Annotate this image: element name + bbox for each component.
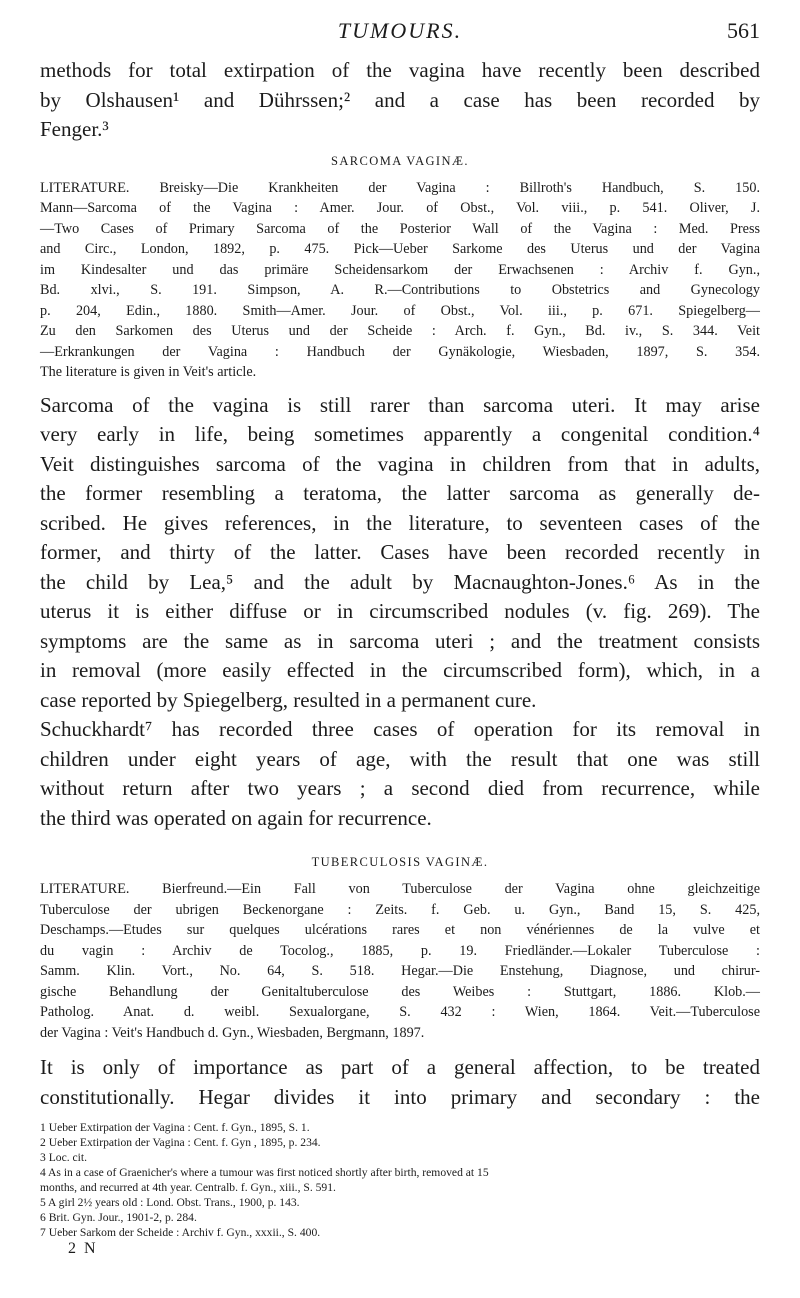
running-head bbox=[0, 18, 800, 52]
footnote: 5 A girl 2½ years old : Lond. Obst. Trans., 1900, p. 143. bbox=[40, 1196, 300, 1209]
literature-line: —Two Cases of Primary Sarcoma of the Posterior Wall of the Vagina : Med. Press bbox=[40, 220, 760, 237]
text-line: It is only of importance as part of a general affection, to be treated bbox=[40, 1055, 760, 1079]
signature-mark: 2 N bbox=[68, 1240, 98, 1257]
text-line: symptoms are the same as in sarcoma uteri ; and the treatment consists bbox=[40, 628, 760, 653]
text-line: the former resembling a teratoma, the latter sarcoma as generally de- bbox=[40, 481, 760, 505]
text-line: scribed. He gives references, in the literature, to seventeen cases of the bbox=[40, 510, 760, 535]
section-heading-tuberculosis: TUBERCULOSIS VAGINÆ. bbox=[311, 855, 489, 869]
text-line: the child by Lea,⁵ and the adult by Macnaughton-Jones.⁶ As in the bbox=[40, 569, 760, 594]
text-line: very early in life, being sometimes apparently a congenital condition.⁴ bbox=[40, 422, 760, 446]
footnotes bbox=[40, 1120, 760, 1240]
text-line: in removal (more easily effected in the circumscribed form), which, in a bbox=[40, 658, 760, 682]
intro-paragraph bbox=[40, 56, 760, 145]
footnote: 2 Ueber Extirpation der Vagina : Cent. f. Gyn , 1895, p. 234. bbox=[40, 1136, 321, 1149]
text-line: uterus it is either diffuse or in circumscribed nodules (v. fig. 269). The bbox=[40, 599, 760, 623]
text-line: Schuckhardt⁷ has recorded three cases of operation for its removal in bbox=[40, 717, 760, 741]
text-line: methods for total extirpation of the vagina have recently been described bbox=[40, 58, 760, 82]
literature-line: LITERATURE. Bierfreund.—Ein Fall von Tuberculose der Vagina ohne gleichzeitige bbox=[40, 881, 760, 897]
section-heading-sarcoma: SARCOMA VAGINÆ. bbox=[331, 153, 469, 168]
page-content bbox=[40, 56, 760, 1258]
tuberculosis-body bbox=[40, 1053, 760, 1112]
literature-line: du vagin : Archiv de Tocolog., 1885, p. 19. Friedländer.—Lokaler Tuberculose : bbox=[40, 942, 760, 959]
text-line: children under eight years of age, with the result that one was still bbox=[40, 746, 760, 771]
text-line: the third was operated on again for recurrence. bbox=[40, 805, 432, 830]
sarcoma-body bbox=[40, 391, 760, 834]
literature-line: im Kindesalter und das primäre Scheidensarkom der Erwachsenen : Archiv f. Gyn., bbox=[40, 261, 760, 278]
literature-line: Bd. xlvi., S. 191. Simpson, A. R.—Contributions to Obstetrics and Gynecology bbox=[40, 282, 760, 298]
literature-line: The literature is given in Veit's article. bbox=[40, 364, 257, 380]
text-line: case reported by Spiegelberg, resulted in a permanent cure. bbox=[40, 687, 537, 712]
literature-line: der Vagina : Veit's Handbuch d. Gyn., Wiesbaden, Bergmann, 1897. bbox=[40, 1024, 425, 1041]
text-line: constitutionally. Hegar divides it into primary and secondary : the bbox=[40, 1084, 760, 1109]
footnote: 3 Loc. cit. bbox=[40, 1151, 88, 1164]
literature-line: —Erkrankungen der Vagina : Handbuch der Gynäkologie, Wiesbaden, 1897, S. 354. bbox=[40, 343, 760, 360]
literature-line: and Circ., London, 1892, p. 475. Pick—Ueber Sarkome des Uterus und der Vagina bbox=[40, 241, 760, 257]
page-number: 561 bbox=[727, 18, 760, 43]
literature-line: LITERATURE. Breisky—Die Krankheiten der Vagina : Billroth's Handbuch, S. 150. bbox=[40, 179, 760, 196]
footnote: months, and recurred at 4th year. Centralb. f. Gyn., xiii., S. 591. bbox=[40, 1181, 336, 1194]
literature-line: Patholog. Anat. d. weibl. Sexualorgane, S. 432 : Wien, 1864. Veit.—Tuberculose bbox=[40, 1004, 760, 1020]
literature-line: p. 204, Edin., 1880. Smith—Amer. Jour. of Obst., Vol. iii., p. 671. Spiegelberg— bbox=[40, 302, 760, 319]
literature-line: gische Behandlung der Genitaltuberculose des Weibes : Stuttgart, 1886. Klob.— bbox=[40, 983, 760, 1000]
text-line: Sarcoma of the vagina is still rarer than sarcoma uteri. It may arise bbox=[40, 392, 760, 417]
text-line: Fenger.³ bbox=[40, 117, 109, 141]
footnote: 4 As in a case of Graenicher's where a tumour was first noticed shortly after birth, removed at 15 bbox=[40, 1166, 489, 1179]
text-line: without return after two years ; a second died from recurrence, while bbox=[40, 776, 760, 800]
sarcoma-literature bbox=[40, 178, 760, 383]
literature-line: Samm. Klin. Vort., No. 64, S. 518. Hegar.—Die Enstehung, Diagnose, und chirur- bbox=[40, 963, 760, 979]
literature-line: Zu den Sarkomen des Uterus und der Scheide : Arch. f. Gyn., Bd. iv., S. 344. Veit bbox=[40, 323, 760, 339]
footnote: 1 Ueber Extirpation der Vagina : Cent. f. Gyn., 1895, S. 1. bbox=[40, 1121, 310, 1134]
literature-line: Deschamps.—Etudes sur quelques ulcérations rares et non vénériennes de la vulve et bbox=[40, 922, 760, 938]
text-line: by Olshausen¹ and Dührssen;² and a case has been recorded by bbox=[40, 87, 760, 112]
tuberculosis-literature bbox=[40, 879, 760, 1043]
running-title: TUMOURS. bbox=[337, 18, 463, 43]
footnote: 6 Brit. Gyn. Jour., 1901-2, p. 284. bbox=[40, 1211, 197, 1224]
text-line: former, and thirty of the latter. Cases have been recorded recently in bbox=[40, 540, 760, 564]
literature-line: Tuberculose der ubrigen Beckenorgane : Zeits. f. Geb. u. Gyn., Band 15, S. 425, bbox=[40, 901, 760, 918]
footnote: 7 Ueber Sarkom der Scheide : Archiv f. Gyn., xxxii., S. 400. bbox=[40, 1226, 321, 1239]
literature-line: Mann—Sarcoma of the Vagina : Amer. Jour. of Obst., Vol. viii., p. 541. Oliver, J. bbox=[40, 200, 760, 216]
text-line: Veit distinguishes sarcoma of the vagina in children from that in adults, bbox=[40, 451, 760, 476]
